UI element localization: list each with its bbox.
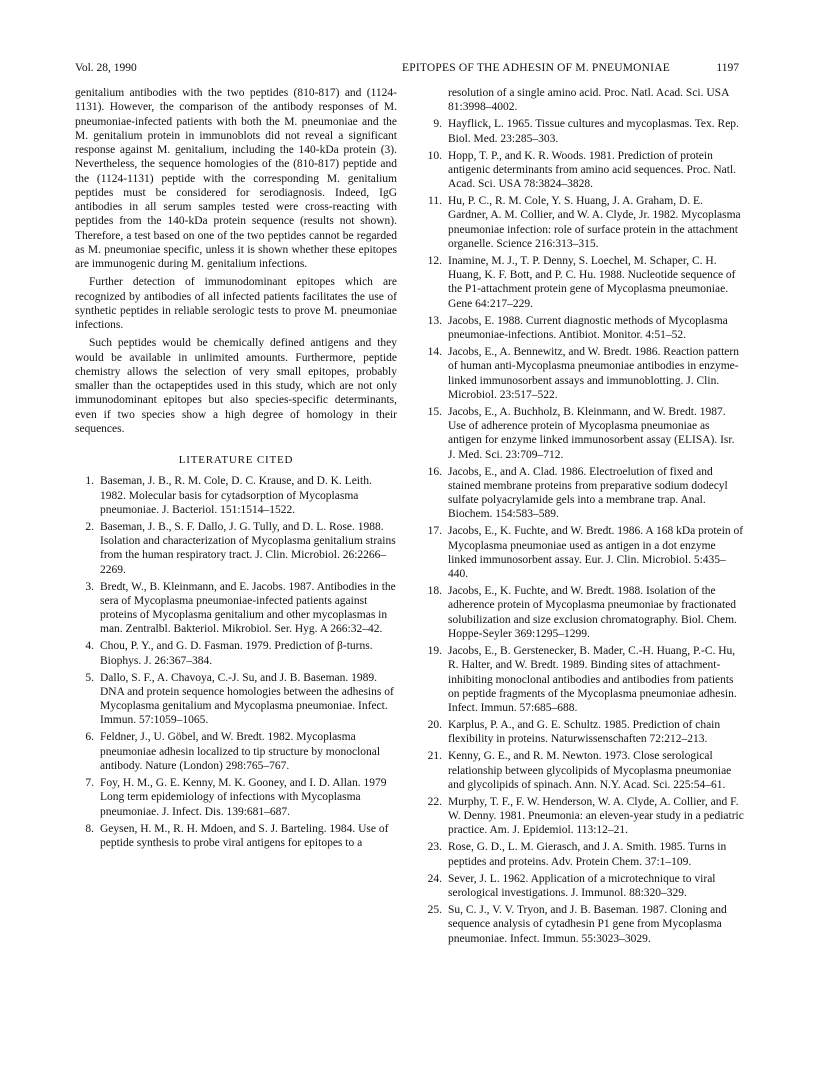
reference-number: 25. bbox=[427, 904, 442, 917]
reference-number: 14. bbox=[427, 346, 442, 359]
reference-number: 5. bbox=[85, 671, 94, 684]
reference-number bbox=[422, 86, 448, 115]
reference-number: 7. bbox=[85, 777, 94, 790]
literature-cited-heading: LITERATURE CITED bbox=[178, 454, 294, 466]
reference-text: Hayflick, L. 1965. Tissue cultures and mycoplasmas. Tex. Rep. Biol. Med. 23:285–303. bbox=[448, 118, 739, 145]
body-paragraph: Further detection of immunodominant epitopes which are recognized by antibodies of all infected patients facilitates the use of synthetic peptides in reliable serologic tests to prove M. pneumoniae infections. bbox=[75, 276, 397, 331]
reference-number: 4. bbox=[85, 640, 94, 653]
reference-number: 15. bbox=[427, 405, 442, 418]
reference-item bbox=[422, 718, 744, 747]
page-number: 1197 bbox=[716, 62, 739, 74]
reference-text: Jacobs, E., K. Fuchte, and W. Bredt. 1986. A 168 kDa protein of Mycoplasma pneumoniae used as antigen in a dot enzyme linked immunosorbent assay. Eur. J. Clin. Microbiol. 5:435–440. bbox=[448, 525, 744, 581]
reference-text: Dallo, S. F., A. Chavoya, C.-J. Su, and J. B. Baseman. 1989. DNA and protein sequence homologies between the adhesins of Mycoplasma genitalium and Mycoplasma pneumoniae. Infect. Immun. 57:1059–1065. bbox=[100, 671, 394, 727]
reference-item bbox=[422, 405, 744, 462]
reference-number: 17. bbox=[427, 525, 442, 538]
reference-text: Hopp, T. P., and K. R. Woods. 1981. Prediction of protein antigenic determinants from amino acid sequences. Proc. Natl. Acad. Sci. USA 78:3824–3828. bbox=[448, 149, 737, 191]
reference-text: Hu, P. C., R. M. Cole, Y. S. Huang, J. A. Graham, D. E. Gardner, A. M. Collier, and W. A. Clyde, Jr. 1982. Mycoplasma pneumoniae infection: role of surface protein in the attachment organelle. Science 216:313–315. bbox=[448, 195, 741, 250]
reference-number: 16. bbox=[427, 465, 442, 478]
reference-item bbox=[75, 580, 397, 637]
reference-text: Inamine, M. J., T. P. Denny, S. Loechel, M. Schaper, C. H. Huang, K. F. Bott, and P. C. Hu. 1988. Nucleotide sequence of the P1-attachment protein gene of Mycoplasma pneumoniae. Gene 64:217–229. bbox=[448, 254, 736, 310]
reference-number: 24. bbox=[427, 872, 442, 885]
reference-item bbox=[422, 149, 744, 192]
reference-text: Foy, H. M., G. E. Kenny, M. K. Gooney, and I. D. Allan. 1979 Long term epidemiology of infections with Mycoplasma pneumoniae. J. Infect. Dis. 139:681–687. bbox=[100, 777, 387, 818]
reference-item bbox=[75, 671, 397, 728]
reference-number: 8. bbox=[85, 822, 94, 835]
reference-item bbox=[75, 822, 397, 851]
reference-number: 21. bbox=[427, 750, 442, 763]
reference-text: Jacobs, E., and A. Clad. 1986. Electroelution of fixed and stained membrane proteins from preparative sodium dodecyl sulfate polyacrylamide gels into a membrane trap. Anal. Biochem. 154:583–589. bbox=[448, 465, 728, 521]
running-title: EPITOPES OF THE ADHESIN OF M. PNEUMONIAE bbox=[402, 62, 670, 74]
reference-text: Jacobs, E., K. Fuchte, and W. Bredt. 1988. Isolation of the adherence protein of Mycoplasma pneumoniae by fractionated solubilization and size exclusion chromatography. Biol. Chem. Hoppe-Seyler 369:1295–1299. bbox=[448, 585, 737, 640]
reference-item bbox=[422, 345, 744, 402]
reference-text: resolution of a single amino acid. Proc. Natl. Acad. Sci. USA 81:3998–4002. bbox=[448, 87, 729, 114]
reference-text: Jacobs, E., A. Buchholz, B. Kleinmann, and W. Bredt. 1987. Use of adherence protein of Mycoplasma pneumoniae as antigen for enzyme linked immunosorbent assay (ELISA). Isr. J. Med. Sci. 23:709–712. bbox=[448, 405, 735, 461]
reference-text: Baseman, J. B., S. F. Dallo, J. G. Tully, and D. L. Rose. 1988. Isolation and characterization of Mycoplasma genitalium strains from the human respiratory tract. J. Clin. Microbiol. 26:2266–2269. bbox=[100, 520, 396, 576]
reference-item bbox=[422, 795, 744, 838]
reference-item bbox=[422, 644, 744, 715]
reference-text: Jacobs, E. 1988. Current diagnostic methods of Mycoplasma pneumoniae-infections. Antibiot. Monitor. 4:51–52. bbox=[448, 314, 728, 341]
reference-number: 11. bbox=[428, 195, 442, 208]
reference-text: Geysen, H. M., R. H. Mdoen, and S. J. Barteling. 1984. Use of peptide synthesis to probe viral antigens for epitopes to a bbox=[100, 822, 389, 849]
reference-text: Sever, J. L. 1962. Application of a microtechnique to viral serological investigations. J. Immunol. 88:320–329. bbox=[448, 872, 716, 899]
reference-number: 9. bbox=[433, 118, 442, 131]
reference-text: Baseman, J. B., R. M. Cole, D. C. Krause, and D. K. Leith. 1982. Molecular basis for cytadsorption of Mycoplasma pneumoniae. J. Bacteriol. 151:1514–1522. bbox=[100, 475, 372, 516]
reference-number: 12. bbox=[427, 254, 442, 267]
reference-number: 19. bbox=[427, 645, 442, 658]
reference-text: Chou, P. Y., and G. D. Fasman. 1979. Prediction of β-turns. Biophys. J. 26:367–384. bbox=[100, 640, 373, 667]
reference-text: Su, C. J., V. V. Tryon, and J. B. Baseman. 1987. Cloning and sequence analysis of cytadhesin P1 gene from Mycoplasma pneumoniae. Infect. Immun. 55:3023–3029. bbox=[448, 904, 727, 945]
reference-text: Kenny, G. E., and R. M. Newton. 1973. Close serological relationship between glycolipids of Mycoplasma pneumoniae and glycolipids of spinach. Ann. N.Y. Acad. Sci. 225:54–61. bbox=[448, 750, 732, 791]
reference-number: 20. bbox=[427, 719, 442, 732]
reference-item bbox=[75, 730, 397, 773]
reference-item bbox=[422, 872, 744, 901]
reference-item bbox=[422, 749, 744, 792]
reference-item bbox=[75, 639, 397, 668]
right-column bbox=[422, 86, 744, 949]
running-header bbox=[75, 62, 739, 78]
reference-item bbox=[422, 465, 744, 522]
reference-item bbox=[422, 314, 744, 343]
reference-text: Rose, G. D., L. M. Gierasch, and J. A. Smith. 1985. Turns in peptides and proteins. Adv. Protein Chem. 37:1–109. bbox=[448, 841, 727, 868]
reference-text: Bredt, W., B. Kleinmann, and E. Jacobs. 1987. Antibodies in the sera of Mycoplasma pneumoniae-infected patients against proteins of Mycoplasma genitalium and other mycoplasmas in man. Zentralbl. Bakteriol. Mikrobiol. Ser. Hyg. A 266:32–42. bbox=[100, 580, 396, 636]
reference-item bbox=[422, 86, 744, 115]
reference-text: Feldner, J., U. Göbel, and W. Bredt. 1982. Mycoplasma pneumoniae adhesin localized to tip structure by monoclonal antibody. Nature (London) 298:765–767. bbox=[100, 731, 381, 772]
reference-item bbox=[422, 524, 744, 581]
reference-number: 3. bbox=[85, 580, 94, 593]
reference-text: Karplus, P. A., and G. E. Schultz. 1985. Prediction of chain flexibility in proteins. Naturwissenschaften 72:212–213. bbox=[448, 719, 721, 746]
reference-number: 10. bbox=[427, 149, 442, 162]
reference-item bbox=[422, 840, 744, 869]
reference-number: 23. bbox=[427, 841, 442, 854]
reference-text: Jacobs, E., A. Bennewitz, and W. Bredt. 1986. Reaction pattern of human anti-Mycoplasma pneumoniae antibodies in enzyme-linked immunosorbent assays and immunoblotting. J. Clin. Microbiol. 23:517–522. bbox=[448, 346, 739, 401]
reference-number: 2. bbox=[85, 520, 94, 533]
reference-number: 6. bbox=[85, 731, 94, 744]
reference-item bbox=[422, 194, 744, 251]
reference-number: 18. bbox=[427, 585, 442, 598]
left-column bbox=[75, 86, 397, 853]
volume-label: Vol. 28, 1990 bbox=[75, 62, 137, 74]
body-paragraph: Such peptides would be chemically defined antigens and they would be available in unlimited amounts. Furthermore, peptide chemistry allows the selection of very small epitopes, probably smaller than the octapeptides used in this study, which are not only immunodominant epitopes but also species-specific determinants, even if two species show a high degree of homology in their sequences. bbox=[75, 337, 397, 435]
reference-text: Jacobs, E., B. Gerstenecker, B. Mader, C.-H. Huang, P.-C. Hu, R. Halter, and W. Bredt. 1989. Binding sites of attachment-inhibiting monoclonal antibodies and antibodies from patients on peptide fragments of the Mycoplasma pneumoniae adhesin. Infect. Immun. 57:685–688. bbox=[448, 645, 737, 715]
reference-number: 13. bbox=[427, 314, 442, 327]
reference-item bbox=[422, 254, 744, 311]
reference-number: 22. bbox=[427, 795, 442, 808]
body-paragraph: genitalium antibodies with the two peptides (810-817) and (1124-1131). However, the comparison of the antibody responses of M. pneumoniae-infected patients with both the M. pneumoniae and the M. genitalium protein in immunoblots did not reveal a significant response against M. genitalium, including the 140-kDa protein (3). Nevertheless, the sequence homologies of the (810-817) peptide and the (1124-1131) peptide with the corresponding M. genitalium peptides must be considered for serodiagnosis. Indeed, IgG antibodies in all serum samples tested were cross-reacting with peptides from the 140-kDa protein sequence (results not shown). Therefore, a test based on one of the two peptides cannot be regarded as M. pneumoniae specific, unless it is shown whether these epitopes are immunogenic during M. genitalium infections. bbox=[75, 87, 397, 270]
reference-item bbox=[75, 776, 397, 819]
reference-number: 1. bbox=[85, 475, 94, 488]
reference-item bbox=[422, 117, 744, 146]
reference-item bbox=[422, 903, 744, 946]
reference-item bbox=[75, 474, 397, 517]
reference-text: Murphy, T. F., F. W. Henderson, W. A. Clyde, A. Collier, and F. W. Denny. 1981. Pneumonia: an eleven-year study in a pediatric practice. Am. J. Epidemiol. 113:12–21. bbox=[448, 795, 744, 837]
reference-item bbox=[75, 520, 397, 577]
reference-item bbox=[422, 584, 744, 641]
